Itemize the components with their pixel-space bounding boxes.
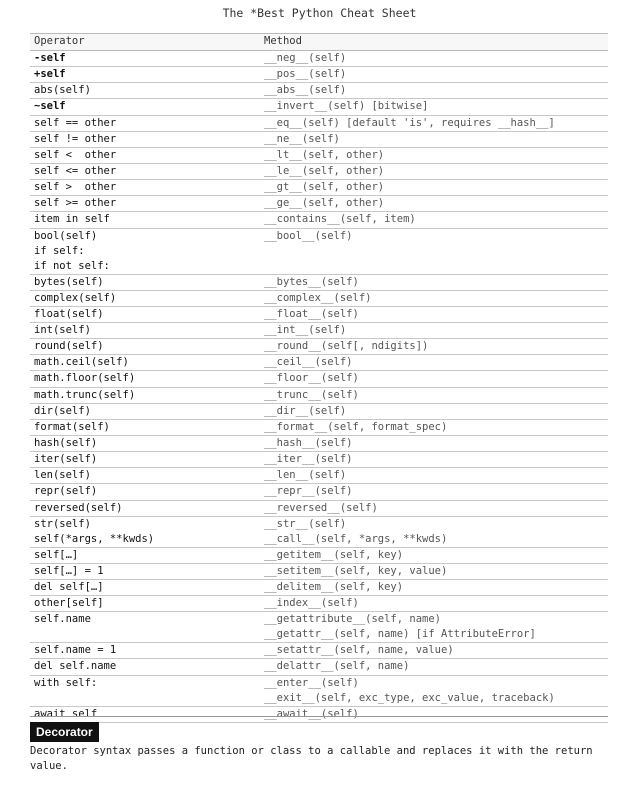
method-text: __trunc__(self) <box>264 388 359 401</box>
operator-cell <box>30 371 260 386</box>
table-row <box>30 132 608 148</box>
method-cell <box>260 212 608 227</box>
table-row <box>30 436 608 452</box>
method-text: __format__(self, format_spec) <box>264 420 448 433</box>
operator-text: self.name = 1 <box>34 644 117 657</box>
method-cell <box>260 676 608 706</box>
operator-text: complex(self) <box>34 291 117 304</box>
table-row <box>30 452 608 468</box>
operator-cell <box>30 596 260 611</box>
table-row <box>30 67 608 83</box>
method-cell <box>260 517 608 547</box>
operator-text: del self.name <box>34 660 117 673</box>
method-text: __round__(self[, ndigits]) <box>264 340 429 353</box>
method-cell <box>260 196 608 211</box>
method-text: __pos__(self) <box>264 68 347 81</box>
operator-cell <box>30 676 260 706</box>
operator-text: int(self) <box>34 323 91 336</box>
method-cell <box>260 580 608 595</box>
operator-method-table <box>30 33 608 723</box>
operator-text: dir(self) <box>34 404 91 417</box>
table-row <box>30 707 608 723</box>
operator-text: +self <box>34 68 66 81</box>
method-cell <box>260 404 608 419</box>
operator-text: self > other <box>34 181 117 194</box>
table-row <box>30 51 608 67</box>
table-row <box>30 388 608 404</box>
method-cell <box>260 229 608 274</box>
operator-cell <box>30 323 260 338</box>
table-row <box>30 643 608 659</box>
operator-cell <box>30 229 260 274</box>
decorator-description: Decorator syntax passes a function or class to a callable and replaces it with the return value. <box>30 745 593 772</box>
operator-cell <box>30 164 260 179</box>
method-cell <box>260 164 608 179</box>
operator-text: len(self) <box>34 469 91 482</box>
operator-text: other[self] <box>34 597 104 610</box>
table-row <box>30 580 608 596</box>
method-text: __delattr__(self, name) <box>264 660 410 673</box>
operator-text: self < other <box>34 148 117 161</box>
method-text: __delitem__(self, key) <box>264 580 404 593</box>
method-text: __ceil__(self) <box>264 356 353 369</box>
table-row <box>30 612 608 643</box>
operator-text: abs(self) <box>34 84 91 97</box>
table-row <box>30 180 608 196</box>
operator-text: await self <box>34 707 98 720</box>
method-cell <box>260 596 608 611</box>
operator-text: str(self) <box>34 517 91 530</box>
method-text: __neg__(self) <box>264 52 347 64</box>
table-row <box>30 83 608 99</box>
method-cell <box>260 99 608 114</box>
operator-cell <box>30 196 260 211</box>
table-row <box>30 548 608 564</box>
operator-text: self <= other <box>34 164 117 177</box>
operator-text: self[…] = 1 <box>34 564 104 577</box>
method-cell <box>260 564 608 579</box>
method-text: __iter__(self) <box>264 453 353 466</box>
operator-cell <box>30 501 260 516</box>
operator-text: with self: <box>34 676 98 689</box>
operator-text: math.ceil(self) <box>34 356 129 369</box>
section-divider <box>30 716 608 717</box>
table-row <box>30 323 608 339</box>
method-text: __getattribute__(self, name) <box>264 613 442 626</box>
page-title: The *Best Python Cheat Sheet <box>222 6 417 20</box>
table-row <box>30 468 608 484</box>
method-text: __invert__(self) [bitwise] <box>264 100 429 113</box>
method-cell <box>260 612 608 642</box>
method-text: __index__(self) <box>264 597 359 610</box>
table-row <box>30 275 608 291</box>
table-row <box>30 116 608 132</box>
method-cell <box>260 452 608 467</box>
method-cell <box>260 388 608 403</box>
method-cell <box>260 659 608 674</box>
operator-cell <box>30 83 260 98</box>
method-text: __setattr__(self, name, value) <box>264 644 454 657</box>
table-row <box>30 501 608 517</box>
method-text: __str__(self) <box>264 517 347 530</box>
table-row <box>30 659 608 675</box>
method-text: __getitem__(self, key) <box>264 548 404 561</box>
table-row <box>30 596 608 612</box>
method-text: __eq__(self) [default 'is', requires __hash__] <box>264 116 555 129</box>
method-text: __repr__(self) <box>264 485 353 498</box>
method-text: __lt__(self, other) <box>264 148 385 161</box>
operator-text: math.trunc(self) <box>34 388 136 401</box>
method-cell <box>260 83 608 98</box>
operator-text: iter(self) <box>34 453 98 466</box>
operator-cell <box>30 580 260 595</box>
method-text: __bool__(self) <box>264 229 353 242</box>
table-row <box>30 339 608 355</box>
operator-cell <box>30 148 260 163</box>
operator-cell <box>30 388 260 403</box>
method-cell <box>260 548 608 563</box>
method-cell <box>260 468 608 483</box>
method-cell <box>260 339 608 354</box>
operator-cell <box>30 339 260 354</box>
operator-text: if not self: <box>34 259 110 272</box>
operator-cell <box>30 355 260 370</box>
method-text: __dir__(self) <box>264 404 347 417</box>
method-text: __le__(self, other) <box>264 164 385 177</box>
operator-text <box>34 627 260 642</box>
method-text: __getattr__(self, name) [if AttributeError] <box>264 628 536 641</box>
operator-text: item in self <box>34 213 110 226</box>
method-text: __ne__(self) <box>264 132 340 145</box>
operator-cell <box>30 180 260 195</box>
operator-text: math.floor(self) <box>34 372 136 385</box>
operator-text <box>34 691 260 706</box>
method-column-header: Method <box>264 35 302 47</box>
method-cell <box>260 707 608 722</box>
operator-text: if self: <box>34 244 85 257</box>
method-text: __complex__(self) <box>264 291 372 304</box>
method-cell <box>260 420 608 435</box>
operator-text: reversed(self) <box>34 501 123 514</box>
method-cell <box>260 180 608 195</box>
table-row <box>30 420 608 436</box>
table-row <box>30 517 608 548</box>
operator-column-header: Operator <box>34 35 85 47</box>
table-row <box>30 212 608 228</box>
table-row <box>30 291 608 307</box>
operator-text: float(self) <box>34 307 104 320</box>
table-row <box>30 148 608 164</box>
operator-cell <box>30 452 260 467</box>
table-row <box>30 484 608 500</box>
operator-cell <box>30 132 260 147</box>
method-cell <box>260 323 608 338</box>
operator-text: self[…] <box>34 548 79 561</box>
method-text: __call__(self, *args, **kwds) <box>264 532 448 545</box>
operator-cell <box>30 612 260 642</box>
operator-cell <box>30 517 260 547</box>
operator-text: self != other <box>34 132 117 145</box>
table-row <box>30 164 608 180</box>
decorator-heading: Decorator <box>30 722 99 742</box>
operator-text: self >= other <box>34 197 117 210</box>
method-text: __contains__(self, item) <box>264 213 416 226</box>
table-row <box>30 99 608 115</box>
operator-cell <box>30 468 260 483</box>
table-row <box>30 229 608 275</box>
method-text: __len__(self) <box>264 469 347 482</box>
operator-cell <box>30 212 260 227</box>
operator-text: round(self) <box>34 340 104 353</box>
method-cell <box>260 275 608 290</box>
operator-text: -self <box>34 52 66 64</box>
table-header <box>30 33 608 51</box>
operator-cell <box>30 307 260 322</box>
method-cell <box>260 436 608 451</box>
operator-text: bool(self) <box>34 229 98 242</box>
method-cell <box>260 501 608 516</box>
operator-cell <box>30 67 260 82</box>
operator-cell <box>30 564 260 579</box>
table-row <box>30 196 608 212</box>
method-cell <box>260 51 608 66</box>
method-cell <box>260 484 608 499</box>
method-cell <box>260 307 608 322</box>
method-text: __ge__(self, other) <box>264 197 385 210</box>
method-text: __exit__(self, exc_type, exc_value, traceback) <box>264 691 555 704</box>
table-body <box>30 51 608 723</box>
method-text: __float__(self) <box>264 307 359 320</box>
table-row <box>30 371 608 387</box>
operator-cell <box>30 291 260 306</box>
operator-text: hash(self) <box>34 436 98 449</box>
method-text: __hash__(self) <box>264 436 353 449</box>
operator-cell <box>30 484 260 499</box>
operator-cell <box>30 643 260 658</box>
method-cell <box>260 371 608 386</box>
operator-text: bytes(self) <box>34 275 104 288</box>
operator-cell <box>30 707 260 722</box>
operator-cell <box>30 404 260 419</box>
method-text: __await__(self) <box>264 707 359 720</box>
table-row <box>30 676 608 707</box>
method-text: __abs__(self) <box>264 84 347 97</box>
method-text: __floor__(self) <box>264 372 359 385</box>
operator-cell <box>30 659 260 674</box>
method-cell <box>260 116 608 131</box>
operator-text: self.name <box>34 613 91 626</box>
method-cell <box>260 355 608 370</box>
method-text: __reversed__(self) <box>264 501 378 514</box>
operator-text: del self[…] <box>34 580 104 593</box>
operator-cell <box>30 436 260 451</box>
method-cell <box>260 132 608 147</box>
method-cell <box>260 67 608 82</box>
operator-text: ~self <box>34 100 66 113</box>
operator-cell <box>30 116 260 131</box>
method-cell <box>260 643 608 658</box>
method-text: __setitem__(self, key, value) <box>264 564 448 577</box>
method-text: __gt__(self, other) <box>264 181 385 194</box>
table-row <box>30 307 608 323</box>
method-cell <box>260 148 608 163</box>
operator-text: repr(self) <box>34 485 98 498</box>
operator-text: self == other <box>34 116 117 129</box>
method-text: __int__(self) <box>264 323 347 336</box>
method-text: __enter__(self) <box>264 676 359 689</box>
table-row <box>30 355 608 371</box>
method-cell <box>260 291 608 306</box>
table-row <box>30 564 608 580</box>
operator-text: format(self) <box>34 420 110 433</box>
operator-cell <box>30 420 260 435</box>
operator-cell <box>30 548 260 563</box>
table-row <box>30 404 608 420</box>
operator-cell <box>30 275 260 290</box>
operator-cell <box>30 99 260 114</box>
operator-text: self(*args, **kwds) <box>34 532 155 545</box>
operator-cell <box>30 51 260 66</box>
method-text: __bytes__(self) <box>264 275 359 288</box>
